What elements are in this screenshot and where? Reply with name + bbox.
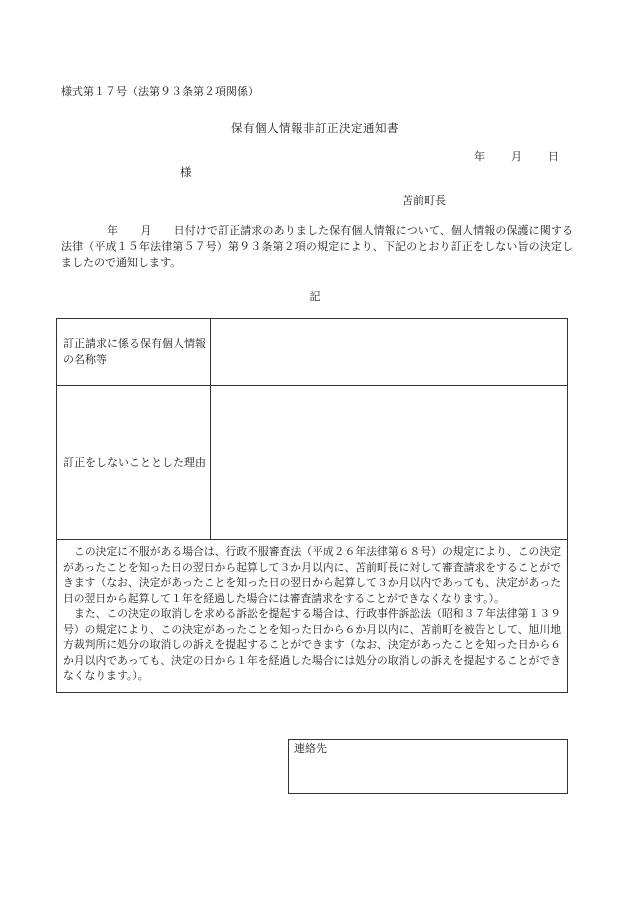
info-name-label: 訂正請求に係る保有個人情報の名称等 bbox=[57, 319, 211, 386]
date-year: 年 bbox=[474, 150, 485, 163]
decision-table bbox=[56, 318, 568, 693]
addressee-honorific: 様 bbox=[180, 165, 192, 179]
notice-paragraph-lawsuit: また、この決定の取消しを求める訴訟を提起する場合は、行政事件訴訟法（昭和３７年法律第１３９号）の規定により、この決定があったことを知った日から６か月以内に、苫前町を被告として、旭川地方裁判所に処分の取消しの訴えを提起することができます（なお、決定があったことを知った日から６か月以内であっても、決定の日から１年を経過した場合には処分の取消しの訴えを提起することができなくなります。）。 bbox=[63, 607, 561, 682]
document-title: 保有個人情報非訂正決定通知書 bbox=[231, 121, 399, 135]
table-row-reason bbox=[57, 386, 568, 540]
form-number: 様式第１７号（法第９３条第２項関係） bbox=[61, 85, 259, 98]
issuer-name: 苫前町長 bbox=[402, 194, 446, 207]
contact-box[interactable] bbox=[288, 739, 568, 794]
notice-paragraph-review: この決定に不服がある場合は、行政不服審査法（平成２６年法律第６８号）の規定により、この決定があったことを知った日の翌日から起算して３か月以内に、苫前町長に対して審査請求をすることができます（なお、決定があったことを知った日の翌日から起算して３か月以内であっても、決定があった日の翌日から起算して１年を経過した場合には審査請求をすることができなくなります。）。 bbox=[63, 545, 561, 605]
table-row-notice bbox=[57, 540, 568, 693]
reason-field[interactable] bbox=[211, 386, 568, 540]
date-line bbox=[474, 150, 559, 164]
info-name-field[interactable] bbox=[211, 319, 568, 386]
notification-body: 年 月 日付けで訂正請求のありました保有個人情報について、個人情報の保護に関する法律（平成１５年法律第５７号）第９３条第２項の規定により、下記のとおり訂正をしない旨の決定しましたので通知します。 bbox=[61, 224, 573, 269]
reason-label: 訂正をしないこととした理由 bbox=[57, 386, 211, 540]
date-month: 月 bbox=[511, 150, 522, 163]
date-day: 日 bbox=[548, 150, 559, 163]
appeal-notice bbox=[57, 540, 568, 693]
table-row-info-name bbox=[57, 319, 568, 386]
contact-label: 連絡先 bbox=[294, 742, 327, 755]
ki-heading: 記 bbox=[309, 290, 321, 303]
